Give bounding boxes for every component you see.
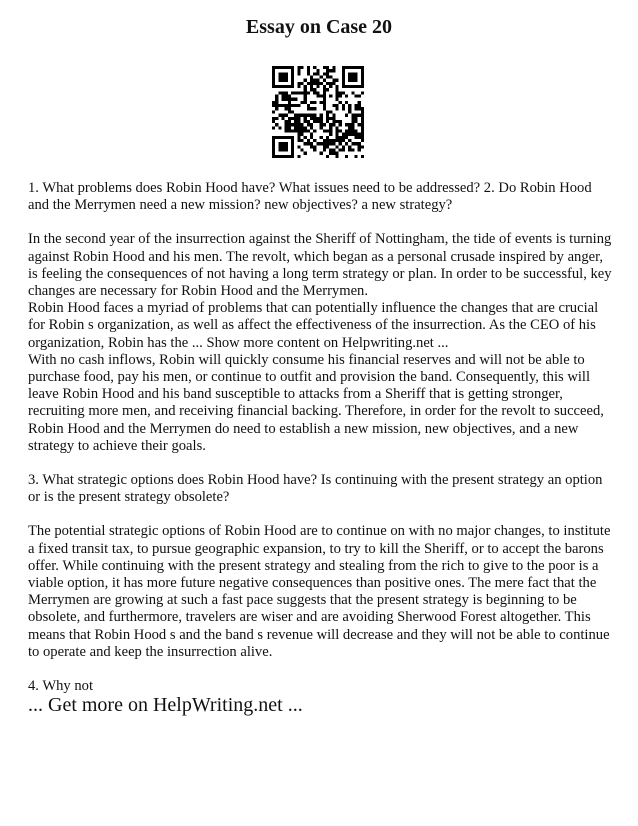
- paragraph-strategic-options: The potential strategic options of Robin Hood are to continue on with no major changes, to institute a fixed transit tax, to pursue geographic expansion, to try to kill the Sheriff, or to accept the barons offer. While continuing with the present strategy and stealing from the rich to give to the poor is a viable option, it has more future negative consequences than positive ones. The mere fact that the Merrymen are growing at such a fast pace suggests that the present strategy is beginning to be obsolete, and furthermore, travelers are wiser and are avoiding Sherwood Forest altogether. This means that Robin Hood s and the band s revenue will decrease and they will not be able to continue to operate and keep the insurrection alive.: [28, 523, 611, 660]
- question-1-2: 1. What problems does Robin Hood have? What issues need to be addressed? 2. Do Robin Hood and the Merrymen need a new mission? new objectives? a new strategy?: [28, 180, 592, 214]
- paragraph-intro: In the second year of the insurrection against the Sheriff of Nottingham, the tide of events is turning against Robin Hood and his men. The revolt, which began as a personal crusade inspired by anger, is feeling the consequences of not having a long term strategy or plan. In order to be successful, key changes are necessary for Robin Hood and the Merrymen.: [28, 231, 612, 300]
- essay-body: [28, 180, 612, 712]
- qr-code-icon: [272, 66, 364, 158]
- question-4: 4. Why not: [28, 678, 93, 695]
- question-3: 3. What strategic options does Robin Hood have? Is continuing with the present strategy an option or is the present strategy obsolete?: [28, 472, 603, 506]
- paragraph-cash-inflows: With no cash inflows, Robin will quickly consume his financial reserves and will not be able to purchase food, pay his men, or continue to outfit and provision the band. Consequently, this will leave Robin Hood and his band susceptible to attacks from a Sheriff that is getting stronger, recruiting more men, and receiving financial backing. Therefore, in order for the revolt to succeed, Robin Hood and the Merrymen do need to establish a new mission, new objectives, and a new strategy to achieve their goals.: [28, 351, 604, 454]
- paragraph-problems: Robin Hood faces a myriad of problems that can potentially influence the changes that are crucial for Robin s organization, as well as affect the effectiveness of the insurrection. As the CEO of his organization, Robin has the ... Show more content on Helpwriting.net ...: [28, 300, 599, 351]
- get-more-link[interactable]: ... Get more on HelpWriting.net ...: [28, 694, 303, 716]
- document-title: Essay on Case 20: [245, 16, 393, 38]
